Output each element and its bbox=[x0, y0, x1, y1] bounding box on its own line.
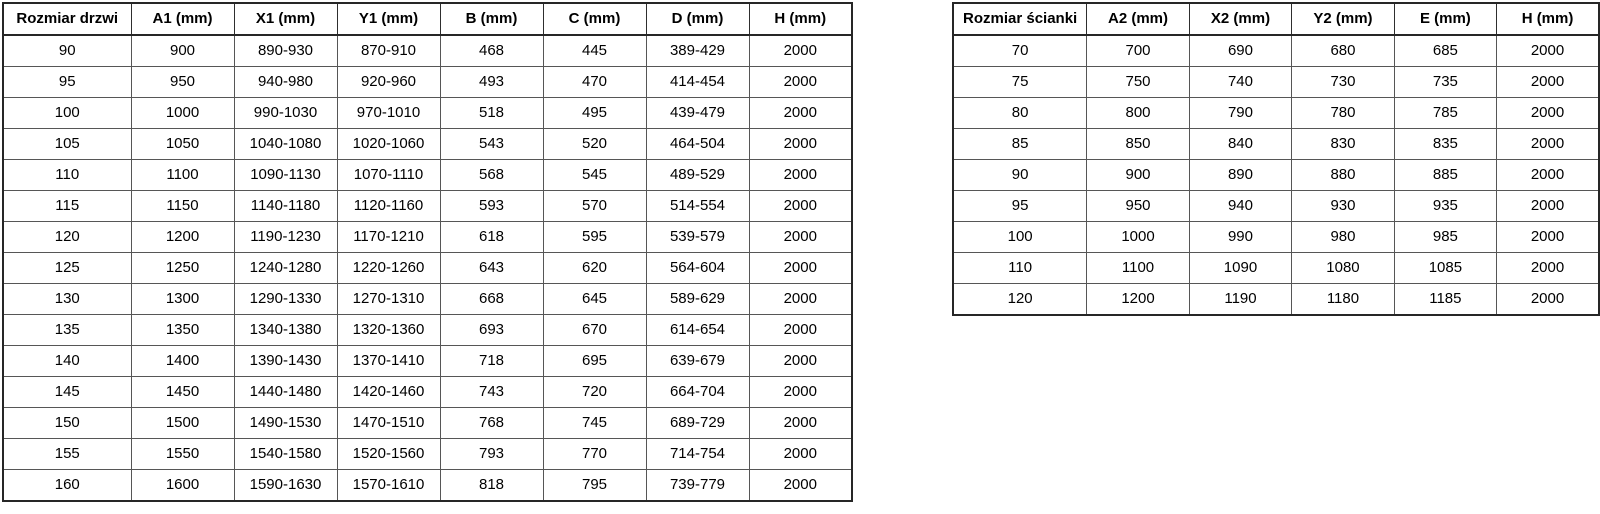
table-cell: 940-980 bbox=[234, 67, 337, 98]
table-cell: 2000 bbox=[749, 470, 852, 502]
column-header: H (mm) bbox=[749, 3, 852, 35]
table-row bbox=[3, 191, 852, 222]
table-cell: 1120-1160 bbox=[337, 191, 440, 222]
table-cell: 1390-1430 bbox=[234, 346, 337, 377]
table-cell: 720 bbox=[543, 377, 646, 408]
table-row bbox=[3, 346, 852, 377]
table-cell: 870-910 bbox=[337, 35, 440, 67]
table-cell: 135 bbox=[3, 315, 131, 346]
table-cell: 739-779 bbox=[646, 470, 749, 502]
table-cell: 568 bbox=[440, 160, 543, 191]
table-cell: 900 bbox=[131, 35, 234, 67]
table-cell: 1090 bbox=[1189, 253, 1291, 284]
table-cell: 840 bbox=[1189, 129, 1291, 160]
table-cell: 2000 bbox=[749, 253, 852, 284]
table-row bbox=[3, 35, 852, 67]
table-cell: 885 bbox=[1394, 160, 1496, 191]
table-cell: 1290-1330 bbox=[234, 284, 337, 315]
table-cell: 830 bbox=[1292, 129, 1394, 160]
table-cell: 639-679 bbox=[646, 346, 749, 377]
table-row bbox=[3, 129, 852, 160]
table-cell: 890-930 bbox=[234, 35, 337, 67]
table-cell: 2000 bbox=[749, 160, 852, 191]
table-cell: 1000 bbox=[131, 98, 234, 129]
table-cell: 570 bbox=[543, 191, 646, 222]
table-cell: 468 bbox=[440, 35, 543, 67]
table-cell: 940 bbox=[1189, 191, 1291, 222]
table-cell: 1140-1180 bbox=[234, 191, 337, 222]
table-cell: 545 bbox=[543, 160, 646, 191]
table-cell: 2000 bbox=[749, 129, 852, 160]
table-row bbox=[953, 284, 1599, 316]
table-cell: 100 bbox=[3, 98, 131, 129]
column-header: Rozmiar ścianki bbox=[953, 3, 1087, 35]
column-header: Y1 (mm) bbox=[337, 3, 440, 35]
table-cell: 100 bbox=[953, 222, 1087, 253]
table-cell: 414-454 bbox=[646, 67, 749, 98]
table-cell: 2000 bbox=[749, 439, 852, 470]
table-cell: 1340-1380 bbox=[234, 315, 337, 346]
table-cell: 780 bbox=[1292, 98, 1394, 129]
table-row bbox=[953, 67, 1599, 98]
column-header: A1 (mm) bbox=[131, 3, 234, 35]
table-cell: 1540-1580 bbox=[234, 439, 337, 470]
table-row bbox=[3, 253, 852, 284]
table-cell: 618 bbox=[440, 222, 543, 253]
table-cell: 1185 bbox=[1394, 284, 1496, 316]
table-cell: 950 bbox=[131, 67, 234, 98]
table-cell: 1200 bbox=[131, 222, 234, 253]
table-cell: 105 bbox=[3, 129, 131, 160]
table-cell: 95 bbox=[3, 67, 131, 98]
table-cell: 950 bbox=[1087, 191, 1189, 222]
table-cell: 90 bbox=[953, 160, 1087, 191]
table-cell: 1490-1530 bbox=[234, 408, 337, 439]
table-cell: 1270-1310 bbox=[337, 284, 440, 315]
door-table-header-row bbox=[3, 3, 852, 35]
table-cell: 2000 bbox=[749, 346, 852, 377]
wall-table-header-row bbox=[953, 3, 1599, 35]
table-cell: 1550 bbox=[131, 439, 234, 470]
table-row bbox=[953, 160, 1599, 191]
table-cell: 1250 bbox=[131, 253, 234, 284]
table-cell: 1150 bbox=[131, 191, 234, 222]
table-cell: 1170-1210 bbox=[337, 222, 440, 253]
table-cell: 75 bbox=[953, 67, 1087, 98]
table-cell: 150 bbox=[3, 408, 131, 439]
column-header: Rozmiar drzwi bbox=[3, 3, 131, 35]
table-cell: 445 bbox=[543, 35, 646, 67]
table-cell: 850 bbox=[1087, 129, 1189, 160]
table-cell: 835 bbox=[1394, 129, 1496, 160]
table-cell: 95 bbox=[953, 191, 1087, 222]
table-row bbox=[953, 129, 1599, 160]
table-cell: 1180 bbox=[1292, 284, 1394, 316]
table-cell: 85 bbox=[953, 129, 1087, 160]
table-cell: 543 bbox=[440, 129, 543, 160]
table-cell: 1500 bbox=[131, 408, 234, 439]
table-cell: 2000 bbox=[749, 315, 852, 346]
table-cell: 670 bbox=[543, 315, 646, 346]
table-cell: 1220-1260 bbox=[337, 253, 440, 284]
table-cell: 743 bbox=[440, 377, 543, 408]
table-row bbox=[3, 470, 852, 502]
table-cell: 130 bbox=[3, 284, 131, 315]
table-cell: 793 bbox=[440, 439, 543, 470]
table-cell: 2000 bbox=[1497, 253, 1599, 284]
door-size-table bbox=[2, 2, 853, 502]
table-row bbox=[3, 439, 852, 470]
table-cell: 125 bbox=[3, 253, 131, 284]
table-cell: 795 bbox=[543, 470, 646, 502]
table-cell: 70 bbox=[953, 35, 1087, 67]
table-cell: 800 bbox=[1087, 98, 1189, 129]
table-row bbox=[953, 253, 1599, 284]
table-cell: 495 bbox=[543, 98, 646, 129]
table-row bbox=[953, 98, 1599, 129]
table-cell: 2000 bbox=[1497, 67, 1599, 98]
table-cell: 880 bbox=[1292, 160, 1394, 191]
table-cell: 140 bbox=[3, 346, 131, 377]
table-cell: 1070-1110 bbox=[337, 160, 440, 191]
table-cell: 700 bbox=[1087, 35, 1189, 67]
table-cell: 2000 bbox=[1497, 35, 1599, 67]
table-cell: 1600 bbox=[131, 470, 234, 502]
table-cell: 730 bbox=[1292, 67, 1394, 98]
table-row bbox=[953, 191, 1599, 222]
table-cell: 1370-1410 bbox=[337, 346, 440, 377]
table-cell: 685 bbox=[1394, 35, 1496, 67]
table-cell: 439-479 bbox=[646, 98, 749, 129]
table-cell: 1470-1510 bbox=[337, 408, 440, 439]
table-cell: 1020-1060 bbox=[337, 129, 440, 160]
table-cell: 714-754 bbox=[646, 439, 749, 470]
table-cell: 1200 bbox=[1087, 284, 1189, 316]
table-cell: 745 bbox=[543, 408, 646, 439]
table-row bbox=[3, 98, 852, 129]
table-cell: 2000 bbox=[749, 284, 852, 315]
table-cell: 1240-1280 bbox=[234, 253, 337, 284]
table-cell: 2000 bbox=[749, 377, 852, 408]
table-cell: 1040-1080 bbox=[234, 129, 337, 160]
table-cell: 1420-1460 bbox=[337, 377, 440, 408]
table-cell: 2000 bbox=[1497, 98, 1599, 129]
table-cell: 790 bbox=[1189, 98, 1291, 129]
table-cell: 770 bbox=[543, 439, 646, 470]
table-cell: 664-704 bbox=[646, 377, 749, 408]
table-cell: 1085 bbox=[1394, 253, 1496, 284]
table-cell: 930 bbox=[1292, 191, 1394, 222]
table-cell: 2000 bbox=[1497, 129, 1599, 160]
table-cell: 120 bbox=[953, 284, 1087, 316]
table-cell: 1320-1360 bbox=[337, 315, 440, 346]
table-cell: 970-1010 bbox=[337, 98, 440, 129]
column-header: D (mm) bbox=[646, 3, 749, 35]
column-header: Y2 (mm) bbox=[1292, 3, 1394, 35]
table-cell: 680 bbox=[1292, 35, 1394, 67]
table-cell: 920-960 bbox=[337, 67, 440, 98]
table-cell: 80 bbox=[953, 98, 1087, 129]
table-cell: 1590-1630 bbox=[234, 470, 337, 502]
table-cell: 1450 bbox=[131, 377, 234, 408]
table-cell: 464-504 bbox=[646, 129, 749, 160]
table-cell: 1080 bbox=[1292, 253, 1394, 284]
table-cell: 1190-1230 bbox=[234, 222, 337, 253]
table-cell: 900 bbox=[1087, 160, 1189, 191]
table-cell: 695 bbox=[543, 346, 646, 377]
table-cell: 145 bbox=[3, 377, 131, 408]
table-cell: 1000 bbox=[1087, 222, 1189, 253]
table-cell: 2000 bbox=[749, 191, 852, 222]
table-cell: 2000 bbox=[1497, 160, 1599, 191]
table-row bbox=[953, 222, 1599, 253]
column-header: A2 (mm) bbox=[1087, 3, 1189, 35]
table-cell: 768 bbox=[440, 408, 543, 439]
table-cell: 2000 bbox=[749, 35, 852, 67]
column-header: E (mm) bbox=[1394, 3, 1496, 35]
table-cell: 564-604 bbox=[646, 253, 749, 284]
table-row bbox=[3, 67, 852, 98]
table-row bbox=[3, 377, 852, 408]
table-cell: 1090-1130 bbox=[234, 160, 337, 191]
table-row bbox=[3, 222, 852, 253]
table-cell: 740 bbox=[1189, 67, 1291, 98]
table-row bbox=[953, 35, 1599, 67]
table-cell: 1440-1480 bbox=[234, 377, 337, 408]
table-cell: 1190 bbox=[1189, 284, 1291, 316]
table-cell: 668 bbox=[440, 284, 543, 315]
table-cell: 935 bbox=[1394, 191, 1496, 222]
table-cell: 589-629 bbox=[646, 284, 749, 315]
table-cell: 985 bbox=[1394, 222, 1496, 253]
table-cell: 614-654 bbox=[646, 315, 749, 346]
column-header: H (mm) bbox=[1497, 3, 1599, 35]
table-cell: 718 bbox=[440, 346, 543, 377]
wall-size-table bbox=[952, 2, 1600, 316]
table-cell: 643 bbox=[440, 253, 543, 284]
table-cell: 690 bbox=[1189, 35, 1291, 67]
table-cell: 2000 bbox=[749, 67, 852, 98]
column-header: X2 (mm) bbox=[1189, 3, 1291, 35]
table-row bbox=[3, 315, 852, 346]
table-cell: 1100 bbox=[1087, 253, 1189, 284]
table-cell: 2000 bbox=[1497, 284, 1599, 316]
table-cell: 693 bbox=[440, 315, 543, 346]
table-cell: 750 bbox=[1087, 67, 1189, 98]
column-header: C (mm) bbox=[543, 3, 646, 35]
column-header: B (mm) bbox=[440, 3, 543, 35]
table-cell: 595 bbox=[543, 222, 646, 253]
table-cell: 2000 bbox=[749, 98, 852, 129]
table-cell: 160 bbox=[3, 470, 131, 502]
table-cell: 818 bbox=[440, 470, 543, 502]
table-cell: 735 bbox=[1394, 67, 1496, 98]
table-cell: 539-579 bbox=[646, 222, 749, 253]
table-cell: 1520-1560 bbox=[337, 439, 440, 470]
table-cell: 90 bbox=[3, 35, 131, 67]
table-cell: 1570-1610 bbox=[337, 470, 440, 502]
table-cell: 514-554 bbox=[646, 191, 749, 222]
table-cell: 785 bbox=[1394, 98, 1496, 129]
table-cell: 593 bbox=[440, 191, 543, 222]
table-row bbox=[3, 160, 852, 191]
table-cell: 1350 bbox=[131, 315, 234, 346]
table-cell: 2000 bbox=[1497, 191, 1599, 222]
table-row bbox=[3, 408, 852, 439]
table-cell: 1300 bbox=[131, 284, 234, 315]
table-cell: 520 bbox=[543, 129, 646, 160]
table-cell: 470 bbox=[543, 67, 646, 98]
table-cell: 155 bbox=[3, 439, 131, 470]
table-cell: 2000 bbox=[749, 408, 852, 439]
table-row bbox=[3, 284, 852, 315]
table-cell: 890 bbox=[1189, 160, 1291, 191]
table-cell: 645 bbox=[543, 284, 646, 315]
table-cell: 389-429 bbox=[646, 35, 749, 67]
table-cell: 2000 bbox=[1497, 222, 1599, 253]
table-cell: 620 bbox=[543, 253, 646, 284]
table-cell: 493 bbox=[440, 67, 543, 98]
table-cell: 110 bbox=[953, 253, 1087, 284]
table-cell: 1100 bbox=[131, 160, 234, 191]
table-cell: 110 bbox=[3, 160, 131, 191]
table-cell: 980 bbox=[1292, 222, 1394, 253]
table-cell: 1400 bbox=[131, 346, 234, 377]
table-cell: 2000 bbox=[749, 222, 852, 253]
table-cell: 1050 bbox=[131, 129, 234, 160]
table-cell: 518 bbox=[440, 98, 543, 129]
table-cell: 689-729 bbox=[646, 408, 749, 439]
table-cell: 115 bbox=[3, 191, 131, 222]
table-cell: 489-529 bbox=[646, 160, 749, 191]
column-header: X1 (mm) bbox=[234, 3, 337, 35]
table-cell: 120 bbox=[3, 222, 131, 253]
table-cell: 990-1030 bbox=[234, 98, 337, 129]
table-cell: 990 bbox=[1189, 222, 1291, 253]
